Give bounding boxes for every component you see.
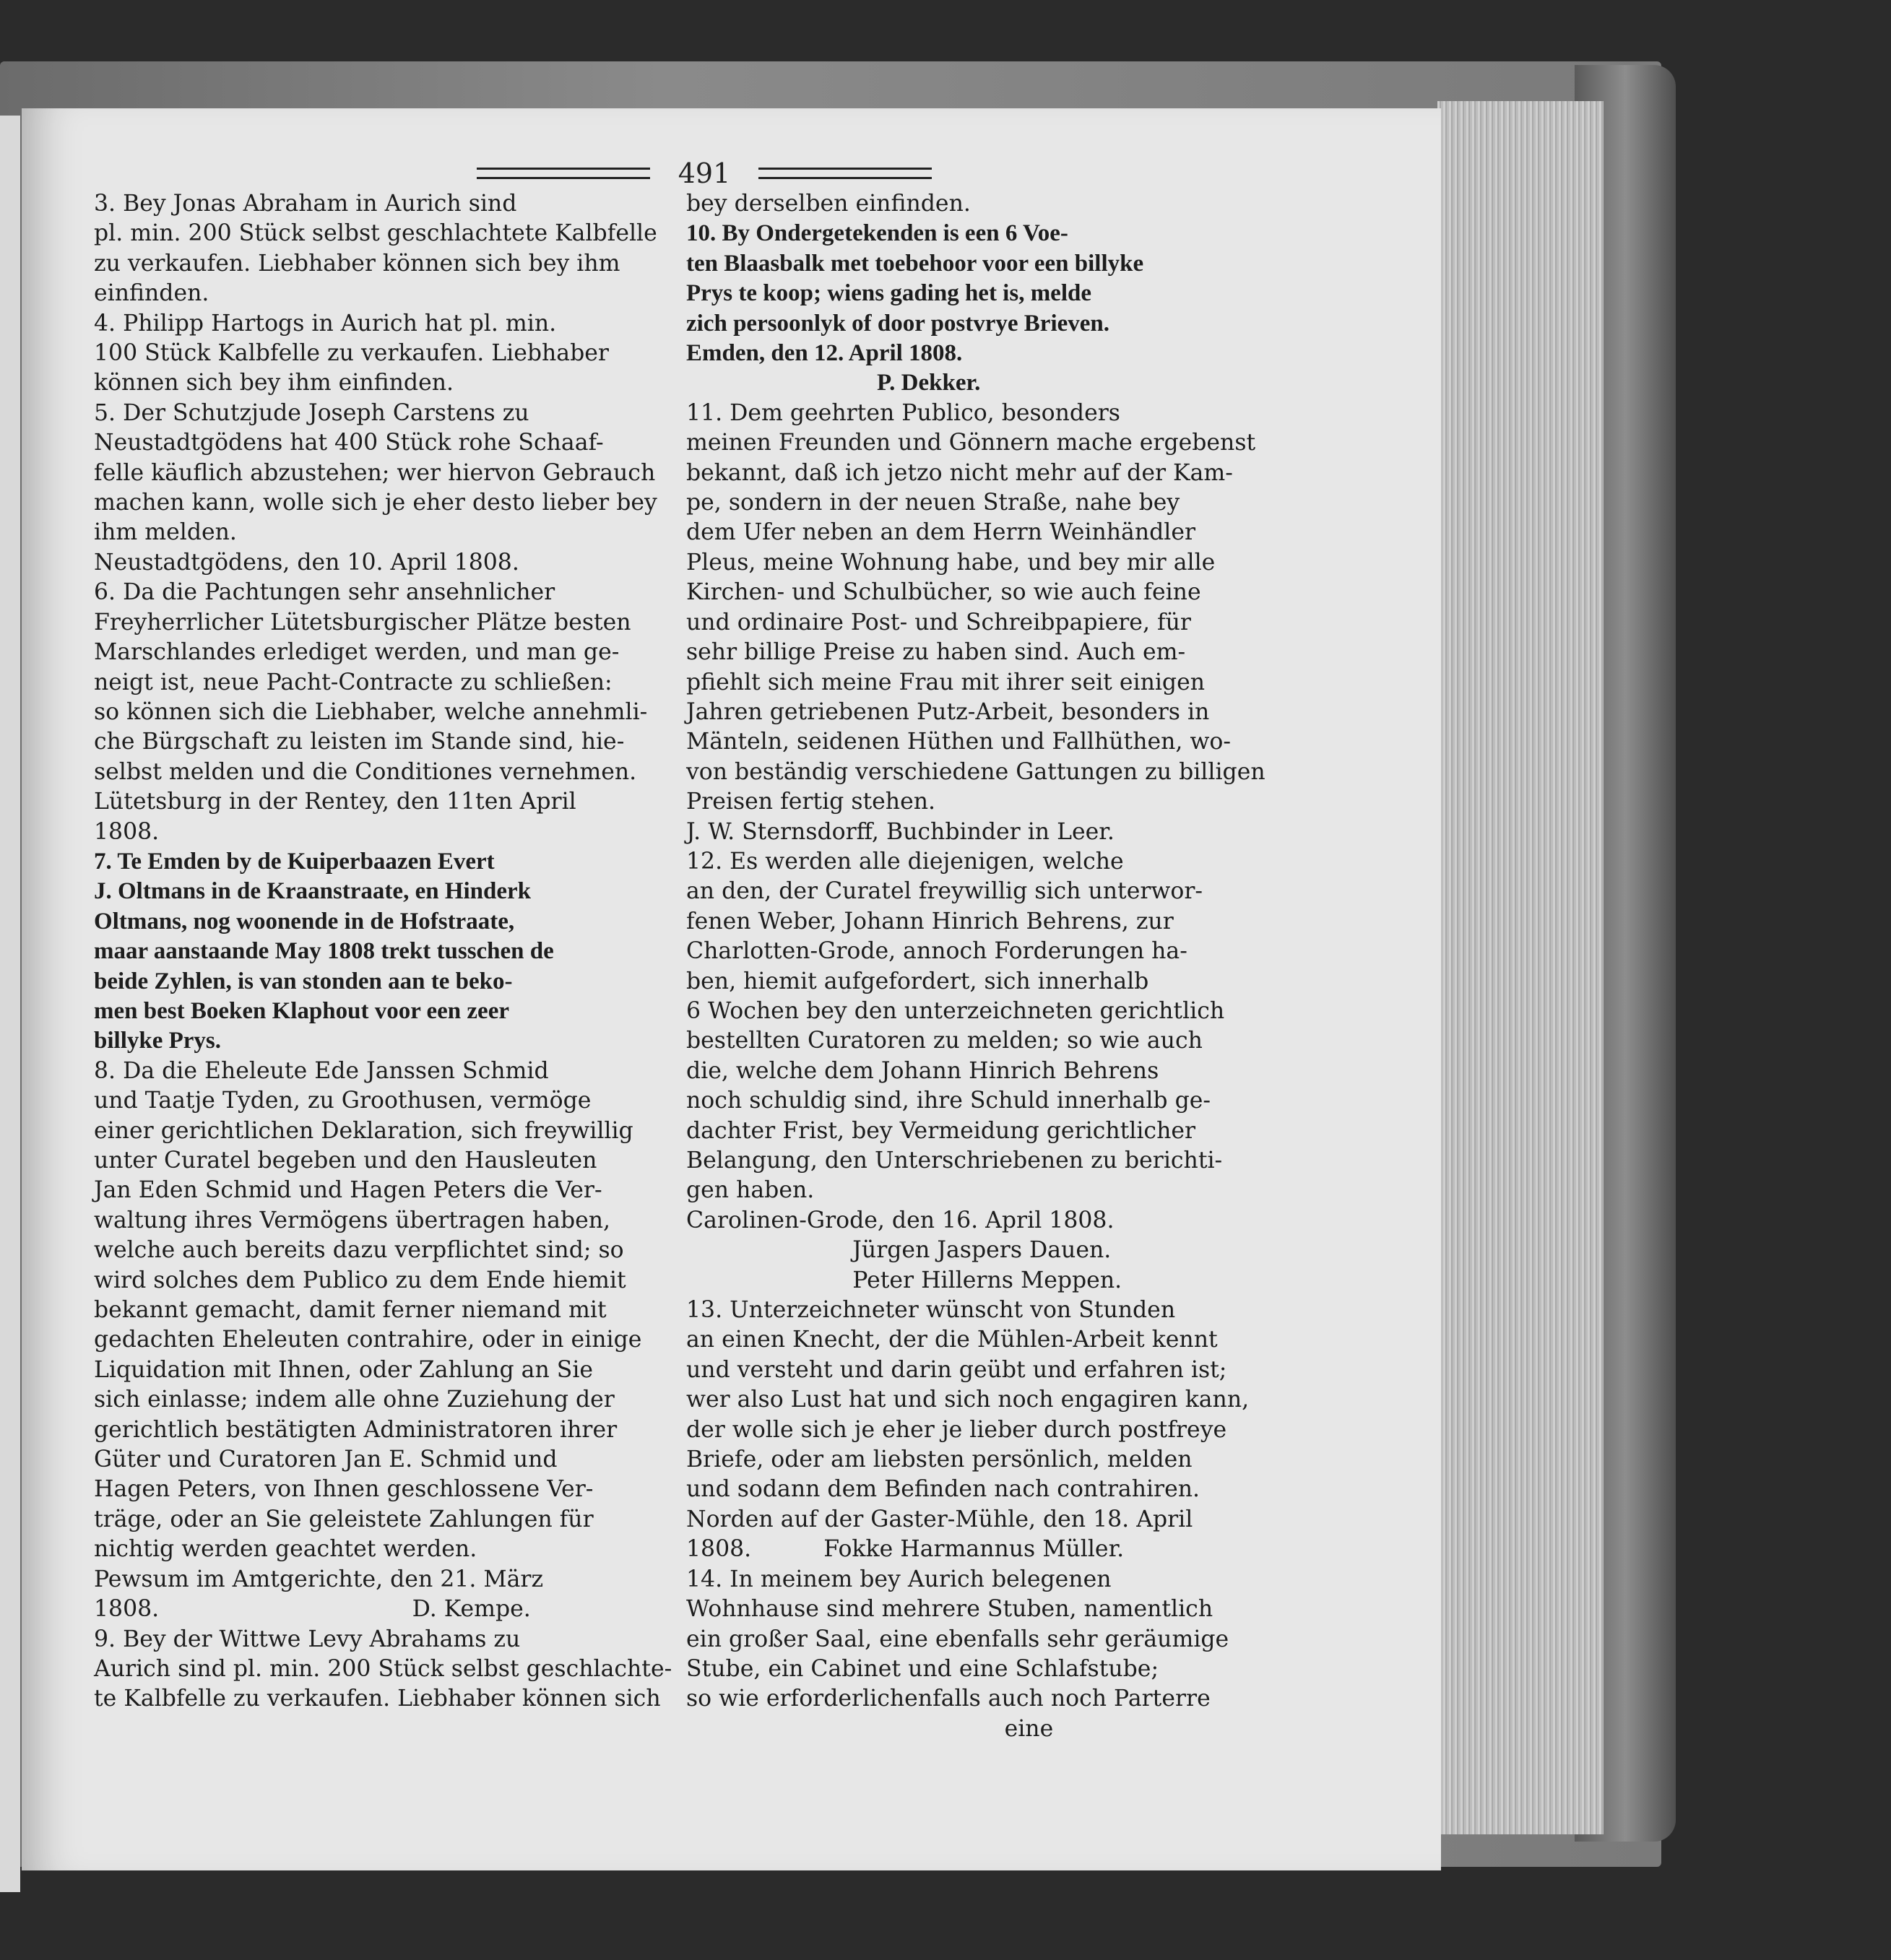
text-line: men best Boeken Klaphout voor een zeer [94,997,510,1024]
text-line: noch schuldig sind, ihre Schuld innerhalb ge- [686,1088,1211,1114]
text-line: J. Oltmans in de Kraanstraate, en Hinderk [94,878,532,905]
text-line: Emden, den 12. April 1808. [686,340,963,367]
text-line: 1808. Fokke Harmannus Müller. [686,1536,1125,1563]
text-line: 13. Unterzeichneter wünscht von Stunden [686,1297,1176,1324]
text-line: fenen Weber, Johann Hinrich Behrens, zur [686,908,1174,935]
text-line: Neustadtgödens, den 10. April 1808. [94,549,519,576]
text-line: sehr billige Preise zu haben sind. Auch em- [686,639,1186,666]
text-line: Pleus, meine Wohnung habe, und bey mir alle [686,549,1216,576]
text-line: und ordinaire Post- und Schreibpapiere, für [686,609,1191,636]
text-line: wer also Lust hat und sich noch engagiren kann, [686,1387,1250,1413]
text-line: Peter Hillerns Meppen. [686,1267,1122,1293]
text-line: 6 Wochen bey den unterzeichneten gerichtlich [686,997,1225,1024]
text-line: beide Zyhlen, is van stonden aan te beko- [94,968,513,994]
text-line: einfinden. [94,280,209,307]
text-line: ihm melden. [94,519,237,546]
text-line: bekannt, daß ich jetzo nicht mehr auf der Kam- [686,459,1233,486]
text-line: der wolle sich je eher je lieber durch postfreye [686,1416,1227,1443]
text-line: pl. min. 200 Stück selbst geschlachtete Kalbfelle [94,220,657,247]
left-text-column [94,189,672,1714]
text-line: Marschlandes erlediget werden, und man ge- [94,639,620,666]
header-rule-right [758,168,932,179]
text-line: bey derselben einfinden. [686,191,971,217]
page-number: 491 [678,157,731,189]
text-line: Güter und Curatoren Jan E. Schmid und [94,1447,558,1473]
text-line: gen haben. [686,1177,815,1204]
text-line: dem Ufer neben an dem Herrn Weinhändler [686,519,1196,546]
text-line: und versteht und darin geübt und erfahren ist; [686,1356,1227,1383]
text-line: 1808. D. Kempe. [94,1596,531,1623]
text-line: gerichtlich bestätigten Administratoren ihrer [94,1416,618,1443]
text-line: felle käuflich abzustehen; wer hiervon Gebrauch [94,459,656,486]
text-line: 10. By Ondergetekenden is een 6 Voe- [686,220,1068,247]
text-line: 6. Da die Pachtungen sehr ansehnlicher [94,579,555,606]
text-line: Lütetsburg in der Rentey, den 11ten April [94,789,576,815]
text-line: Norden auf der Gaster-Mühle, den 18. April [686,1506,1193,1532]
text-line: und sodann dem Befinden nach contrahiren. [686,1476,1200,1503]
text-line: so können sich die Liebhaber, welche annehmli- [94,698,648,725]
text-line: Hagen Peters, von Ihnen geschlossene Ver- [94,1476,594,1503]
text-line: te Kalbfelle zu verkaufen. Liebhaber können sich [94,1686,661,1712]
text-line: maar aanstaande May 1808 trekt tusschen de [94,938,554,965]
text-line: an einen Knecht, der die Mühlen-Arbeit kennt [686,1327,1218,1353]
text-line: 14. In meinem bey Aurich belegenen [686,1566,1112,1592]
page-block-edges [1437,101,1604,1834]
text-line: Jahren getriebenen Putz-Arbeit, besonders in [686,698,1210,725]
text-line: Stube, ein Cabinet und eine Schlafstube; [686,1655,1159,1682]
text-line: Pewsum im Amtgerichte, den 21. März [94,1566,544,1592]
text-line: 5. Der Schutzjude Joseph Carstens zu [94,399,529,426]
header-rule-left [477,168,650,179]
text-line: Mänteln, seidenen Hüthen und Fallhüthen, wo- [686,729,1232,755]
text-line: ben, hiemit aufgefordert, sich innerhalb [686,968,1149,994]
text-line: träge, oder an Sie geleistete Zahlungen für [94,1506,594,1532]
text-line: so wie erforderlichenfalls auch noch Parterre [686,1686,1211,1712]
text-line: Jürgen Jaspers Dauen. [686,1237,1112,1264]
text-line: ten Blaasbalk met toebehoor voor een billyke [686,250,1144,277]
text-line: nichtig werden geachtet werden. [94,1536,477,1563]
text-line: 12. Es werden alle diejenigen, welche [686,848,1124,875]
text-line: sich einlasse; indem alle ohne Zuziehung der [94,1387,615,1413]
text-line: ein großer Saal, eine ebenfalls sehr geräumige [686,1626,1229,1652]
text-line: Freyherrlicher Lütetsburgischer Plätze besten [94,609,631,636]
text-line: waltung ihres Vermögens übertragen haben, [94,1207,611,1233]
text-line: Liquidation mit Ihnen, oder Zahlung an Sie [94,1356,594,1383]
text-line: pe, sondern in der neuen Straße, nahe bey [686,490,1180,516]
text-line: von beständig verschiedene Gattungen zu billigen [686,758,1265,785]
text-line: und Taatje Tyden, zu Groothusen, vermöge [94,1088,592,1114]
text-line: 1808. [94,818,160,845]
text-line: P. Dekker. [686,370,981,396]
text-line: Aurich sind pl. min. 200 Stück selbst geschlachte- [94,1655,672,1682]
text-line: unter Curatel begeben und den Hausleuten [94,1148,597,1174]
text-line: zich persoonlyk of door postvrye Brieven. [686,310,1110,337]
text-line: 4. Philipp Hartogs in Aurich hat pl. min. [94,310,557,337]
facing-page-strip [0,116,20,1892]
text-line: Charlotten-Grode, annoch Forderungen ha- [686,938,1187,965]
text-line: Oltmans, nog woonende in de Hofstraate, [94,908,515,935]
text-line: Briefe, oder am liebsten persönlich, melden [686,1447,1193,1473]
text-line: einer gerichtlichen Deklaration, sich freywillig [94,1117,633,1144]
text-line: an den, der Curatel freywillig sich unterwor- [686,878,1203,905]
text-line: gedachten Eheleuten contrahire, oder in einige [94,1327,642,1353]
text-line: selbst melden und die Conditiones vernehmen. [94,758,637,785]
text-line: können sich bey ihm einfinden. [94,370,454,396]
text-line: dachter Frist, bey Vermeidung gerichtlicher [686,1117,1196,1144]
text-line: Prys te koop; wiens gading het is, melde [686,280,1091,307]
text-line: meinen Freunden und Gönnern mache ergebenst [686,430,1256,456]
text-line: bestellten Curatoren zu melden; so wie auch [686,1028,1203,1054]
text-line: Neustadtgödens hat 400 Stück rohe Schaaf- [94,430,604,456]
text-line: neigt ist, neue Pacht-Contracte zu schließen: [94,669,613,695]
text-line: J. W. Sternsdorff, Buchbinder in Leer. [686,818,1115,845]
text-line: Preisen fertig stehen. [686,789,936,815]
text-line: Wohnhause sind mehrere Stuben, namentlich [686,1596,1213,1623]
text-line: Jan Eden Schmid und Hagen Peters die Ver- [94,1177,602,1204]
text-line: che Bürgschaft zu leisten im Stande sind, hie- [94,729,625,755]
page-header [455,157,932,194]
text-line: welche auch bereits dazu verpflichtet sind; so [94,1237,624,1264]
text-line: pfiehlt sich meine Frau mit ihrer seit einigen [686,669,1206,695]
text-line: zu verkaufen. Liebhaber können sich bey ihm [94,250,620,277]
text-line: eine [686,1715,1054,1742]
text-line: machen kann, wolle sich je eher desto lieber bey [94,490,657,516]
text-line: wird solches dem Publico zu dem Ende hiemit [94,1267,626,1293]
text-line: Kirchen- und Schulbücher, so wie auch feine [686,579,1201,606]
text-line: billyke Prys. [94,1028,222,1054]
text-line: 100 Stück Kalbfelle zu verkaufen. Liebhaber [94,340,609,367]
text-line: 11. Dem geehrten Publico, besonders [686,399,1120,426]
text-line: Carolinen-Grode, den 16. April 1808. [686,1207,1115,1233]
text-line: 8. Da die Eheleute Ede Janssen Schmid [94,1057,549,1084]
text-line: bekannt gemacht, damit ferner niemand mit [94,1297,607,1324]
text-line: 9. Bey der Wittwe Levy Abrahams zu [94,1626,521,1652]
text-line: 3. Bey Jonas Abraham in Aurich sind [94,191,517,217]
text-line: 7. Te Emden by de Kuiperbaazen Evert [94,848,495,875]
text-line: die, welche dem Johann Hinrich Behrens [686,1057,1159,1084]
right-text-column [686,189,1275,1744]
text-line: Belangung, den Unterschriebenen zu berichti- [686,1148,1223,1174]
